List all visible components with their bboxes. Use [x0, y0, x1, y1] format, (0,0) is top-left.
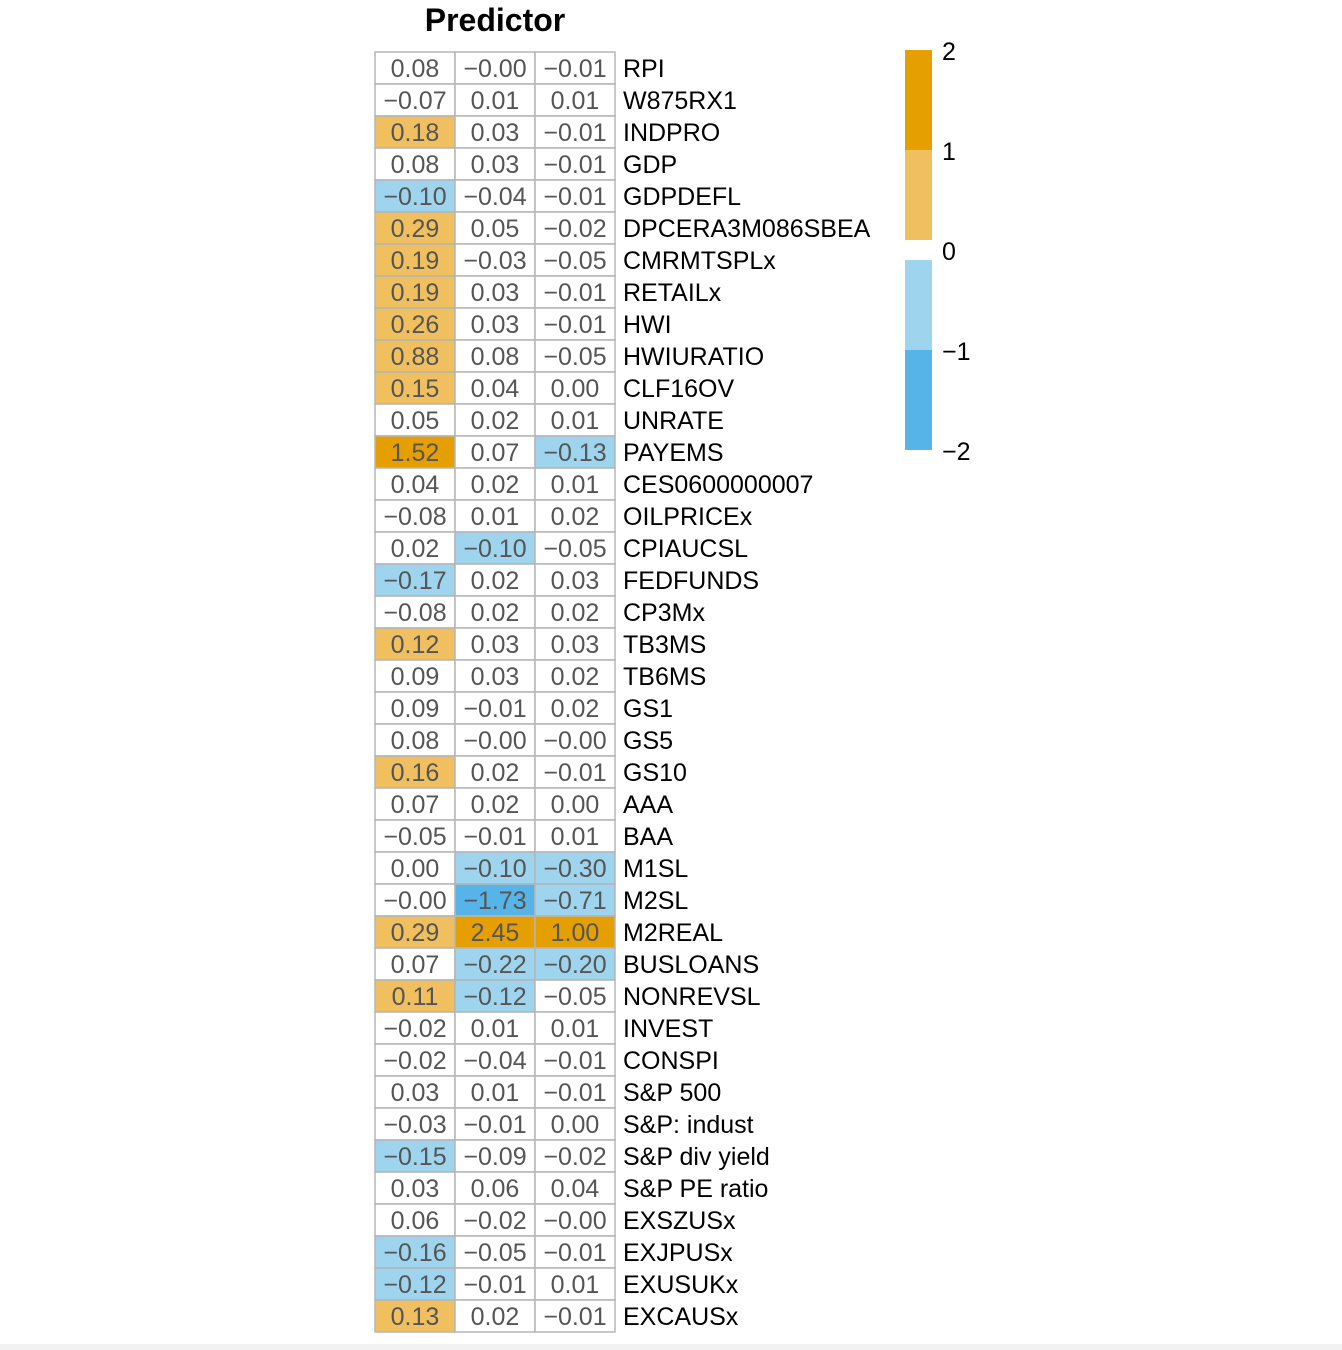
cell-value: 0.01 — [550, 407, 600, 435]
cell-value: −0.03 — [383, 1111, 447, 1139]
cell-value: 0.02 — [550, 599, 600, 627]
row-label: CONSPI — [623, 1047, 719, 1075]
cell-value: −0.09 — [463, 1143, 527, 1171]
cell-value: −0.01 — [543, 119, 607, 147]
cell-value: −0.00 — [463, 727, 527, 755]
cell-value: 0.88 — [390, 343, 440, 371]
cell-value: −0.16 — [383, 1239, 447, 1267]
row-label: W875RX1 — [623, 87, 737, 115]
cell-value: 0.03 — [470, 311, 520, 339]
row-label: TB3MS — [623, 631, 707, 659]
row-label: HWIURATIO — [623, 343, 765, 371]
cell-value: −0.71 — [543, 887, 607, 915]
cell-value: 0.00 — [550, 791, 600, 819]
row-label: EXSZUSx — [623, 1207, 736, 1235]
chart-title: Predictor — [424, 2, 566, 38]
cell-value: 0.06 — [390, 1207, 440, 1235]
cell-value: 0.01 — [470, 1015, 520, 1043]
cell-value: 0.06 — [470, 1175, 520, 1203]
cell-value: −0.01 — [463, 1111, 527, 1139]
cell-value: −0.01 — [543, 1303, 607, 1331]
row-label: EXUSUKx — [623, 1271, 739, 1299]
cell-value: −0.05 — [543, 247, 607, 275]
cell-value: −0.04 — [463, 1047, 527, 1075]
colorbar-segment — [905, 50, 932, 150]
cell-value: 0.01 — [550, 1015, 600, 1043]
cell-value: −0.01 — [463, 1271, 527, 1299]
cell-value: 0.00 — [550, 375, 600, 403]
colorbar-tick-label: −2 — [942, 438, 971, 466]
cell-value: 0.02 — [470, 791, 520, 819]
cell-value: −0.17 — [383, 567, 447, 595]
cell-value: 0.08 — [390, 151, 440, 179]
row-label: BUSLOANS — [623, 951, 760, 979]
cell-value: −0.15 — [383, 1143, 447, 1171]
row-label: CLF16OV — [623, 375, 735, 403]
cell-value: −0.20 — [543, 951, 607, 979]
colorbar-segment — [905, 150, 932, 240]
cell-value: 0.03 — [550, 631, 600, 659]
cell-value: 0.01 — [470, 503, 520, 531]
cell-value: 0.02 — [550, 695, 600, 723]
cell-value: 0.08 — [390, 55, 440, 83]
cell-value: 0.02 — [550, 503, 600, 531]
row-label: GS1 — [623, 695, 674, 723]
colorbar-tick-label: 1 — [942, 138, 956, 166]
cell-value: 0.03 — [470, 119, 520, 147]
cell-value: 0.01 — [550, 1271, 600, 1299]
cell-value: −0.01 — [543, 1047, 607, 1075]
colorbar-segment — [905, 260, 932, 350]
cell-value: 0.02 — [470, 407, 520, 435]
cell-value: 0.01 — [550, 823, 600, 851]
cell-value: −0.05 — [543, 983, 607, 1011]
colorbar-tick-label: −1 — [942, 338, 971, 366]
cell-value: −0.08 — [383, 599, 447, 627]
row-label: CES0600000007 — [623, 471, 814, 499]
row-label: TB6MS — [623, 663, 707, 691]
cell-value: −0.02 — [543, 215, 607, 243]
cell-value: 1.00 — [550, 919, 600, 947]
cell-value: 1.52 — [390, 439, 440, 467]
row-label: HWI — [623, 311, 672, 339]
row-label: GS10 — [623, 759, 687, 787]
row-label: CPIAUCSL — [623, 535, 749, 563]
cell-value: −0.12 — [463, 983, 527, 1011]
row-label: DPCERA3M086SBEA — [623, 215, 871, 243]
cell-value: 0.12 — [390, 631, 440, 659]
cell-value: −0.10 — [383, 183, 447, 211]
cell-value: 0.04 — [390, 471, 440, 499]
cell-value: 0.03 — [470, 151, 520, 179]
cell-value: −0.01 — [543, 1239, 607, 1267]
cell-value: 0.02 — [470, 471, 520, 499]
cell-value: 0.03 — [470, 279, 520, 307]
row-label: M2SL — [623, 887, 689, 915]
cell-value: −0.02 — [383, 1047, 447, 1075]
cell-value: −0.02 — [383, 1015, 447, 1043]
cell-value: −0.00 — [543, 1207, 607, 1235]
colorbar-tick-label: 2 — [942, 38, 956, 66]
cell-value: 0.07 — [470, 439, 520, 467]
cell-value: 0.09 — [390, 663, 440, 691]
cell-value: −0.05 — [383, 823, 447, 851]
cell-value: 0.01 — [470, 1079, 520, 1107]
row-label: INDPRO — [623, 119, 721, 147]
cell-value: −0.12 — [383, 1271, 447, 1299]
row-label: NONREVSL — [623, 983, 761, 1011]
bottom-strip — [0, 1344, 1342, 1350]
cell-value: −0.10 — [463, 535, 527, 563]
row-label: GDP — [623, 151, 678, 179]
cell-value: −0.22 — [463, 951, 527, 979]
cell-value: 0.19 — [390, 247, 440, 275]
cell-value: 0.05 — [390, 407, 440, 435]
cell-value: 0.29 — [390, 919, 440, 947]
cell-value: 0.19 — [390, 279, 440, 307]
cell-value: −0.01 — [543, 279, 607, 307]
cell-value: 0.01 — [470, 87, 520, 115]
cell-value: −0.05 — [543, 343, 607, 371]
cell-value: 0.26 — [390, 311, 440, 339]
cell-value: 0.04 — [550, 1175, 600, 1203]
cell-value: −0.01 — [543, 1079, 607, 1107]
cell-value: 0.02 — [470, 759, 520, 787]
cell-value: −0.04 — [463, 183, 527, 211]
row-label: PAYEMS — [623, 439, 724, 467]
cell-value: −0.05 — [543, 535, 607, 563]
row-label: S&P 500 — [623, 1079, 722, 1107]
cell-value: 0.01 — [550, 87, 600, 115]
cell-value: 0.29 — [390, 215, 440, 243]
cell-value: 0.00 — [390, 855, 440, 883]
cell-value: −0.30 — [543, 855, 607, 883]
row-label: AAA — [623, 791, 674, 819]
cell-value: 0.08 — [390, 727, 440, 755]
cell-value: −0.10 — [463, 855, 527, 883]
cell-value: −0.01 — [463, 695, 527, 723]
colorbar-segment — [905, 350, 932, 450]
row-label: CP3Mx — [623, 599, 705, 627]
cell-value: 0.11 — [391, 983, 439, 1011]
cell-value: 0.07 — [390, 951, 440, 979]
row-label: FEDFUNDS — [623, 567, 760, 595]
cell-value: −0.07 — [383, 87, 447, 115]
cell-value: 0.02 — [470, 599, 520, 627]
row-label: M2REAL — [623, 919, 724, 947]
cell-value: −0.00 — [543, 727, 607, 755]
cell-value: −0.01 — [463, 823, 527, 851]
cell-value: −1.73 — [463, 887, 527, 915]
cell-value: 0.18 — [390, 119, 440, 147]
cell-value: −0.02 — [543, 1143, 607, 1171]
cell-value: 0.03 — [390, 1175, 440, 1203]
cell-value: −0.05 — [463, 1239, 527, 1267]
colorbar-tick-label: 0 — [942, 238, 956, 266]
cell-value: 0.08 — [470, 343, 520, 371]
cell-value: −0.02 — [463, 1207, 527, 1235]
cell-value: 0.00 — [550, 1111, 600, 1139]
cell-value: −0.00 — [383, 887, 447, 915]
row-label: M1SL — [623, 855, 689, 883]
row-label: OILPRICEx — [623, 503, 753, 531]
cell-value: 0.16 — [390, 759, 440, 787]
row-label: S&P PE ratio — [623, 1175, 769, 1203]
row-label: GS5 — [623, 727, 674, 755]
cell-value: 0.05 — [470, 215, 520, 243]
cell-value: 0.03 — [470, 631, 520, 659]
cell-value: 0.03 — [550, 567, 600, 595]
row-label: CMRMTSPLx — [623, 247, 776, 275]
row-label: INVEST — [623, 1015, 714, 1043]
cell-value: 0.02 — [470, 1303, 520, 1331]
cell-value: −0.03 — [463, 247, 527, 275]
cell-value: 0.03 — [470, 663, 520, 691]
row-label: RETAILx — [623, 279, 722, 307]
row-label: S&P: indust — [623, 1111, 754, 1139]
cell-value: −0.01 — [543, 759, 607, 787]
cell-value: 0.03 — [390, 1079, 440, 1107]
cell-value: −0.08 — [383, 503, 447, 531]
cell-value: −0.01 — [543, 55, 607, 83]
cell-value: 0.02 — [390, 535, 440, 563]
row-label: BAA — [623, 823, 674, 851]
row-label: EXCAUSx — [623, 1303, 739, 1331]
row-label: RPI — [623, 55, 665, 83]
cell-value: −0.01 — [543, 183, 607, 211]
cell-value: 0.01 — [550, 471, 600, 499]
cell-value: −0.01 — [543, 311, 607, 339]
cell-value: 0.09 — [390, 695, 440, 723]
cell-value: −0.01 — [543, 151, 607, 179]
cell-value: 0.15 — [390, 375, 440, 403]
cell-value: 0.07 — [390, 791, 440, 819]
cell-value: −0.13 — [543, 439, 607, 467]
cell-value: 0.02 — [470, 567, 520, 595]
row-label: S&P div yield — [623, 1143, 770, 1171]
cell-value: 0.13 — [390, 1303, 440, 1331]
cell-value: −0.00 — [463, 55, 527, 83]
row-label: GDPDEFL — [623, 183, 742, 211]
cell-value: 0.04 — [470, 375, 520, 403]
cell-value: 0.02 — [550, 663, 600, 691]
cell-value: 2.45 — [470, 919, 520, 947]
row-label: UNRATE — [623, 407, 724, 435]
row-label: EXJPUSx — [623, 1239, 733, 1267]
